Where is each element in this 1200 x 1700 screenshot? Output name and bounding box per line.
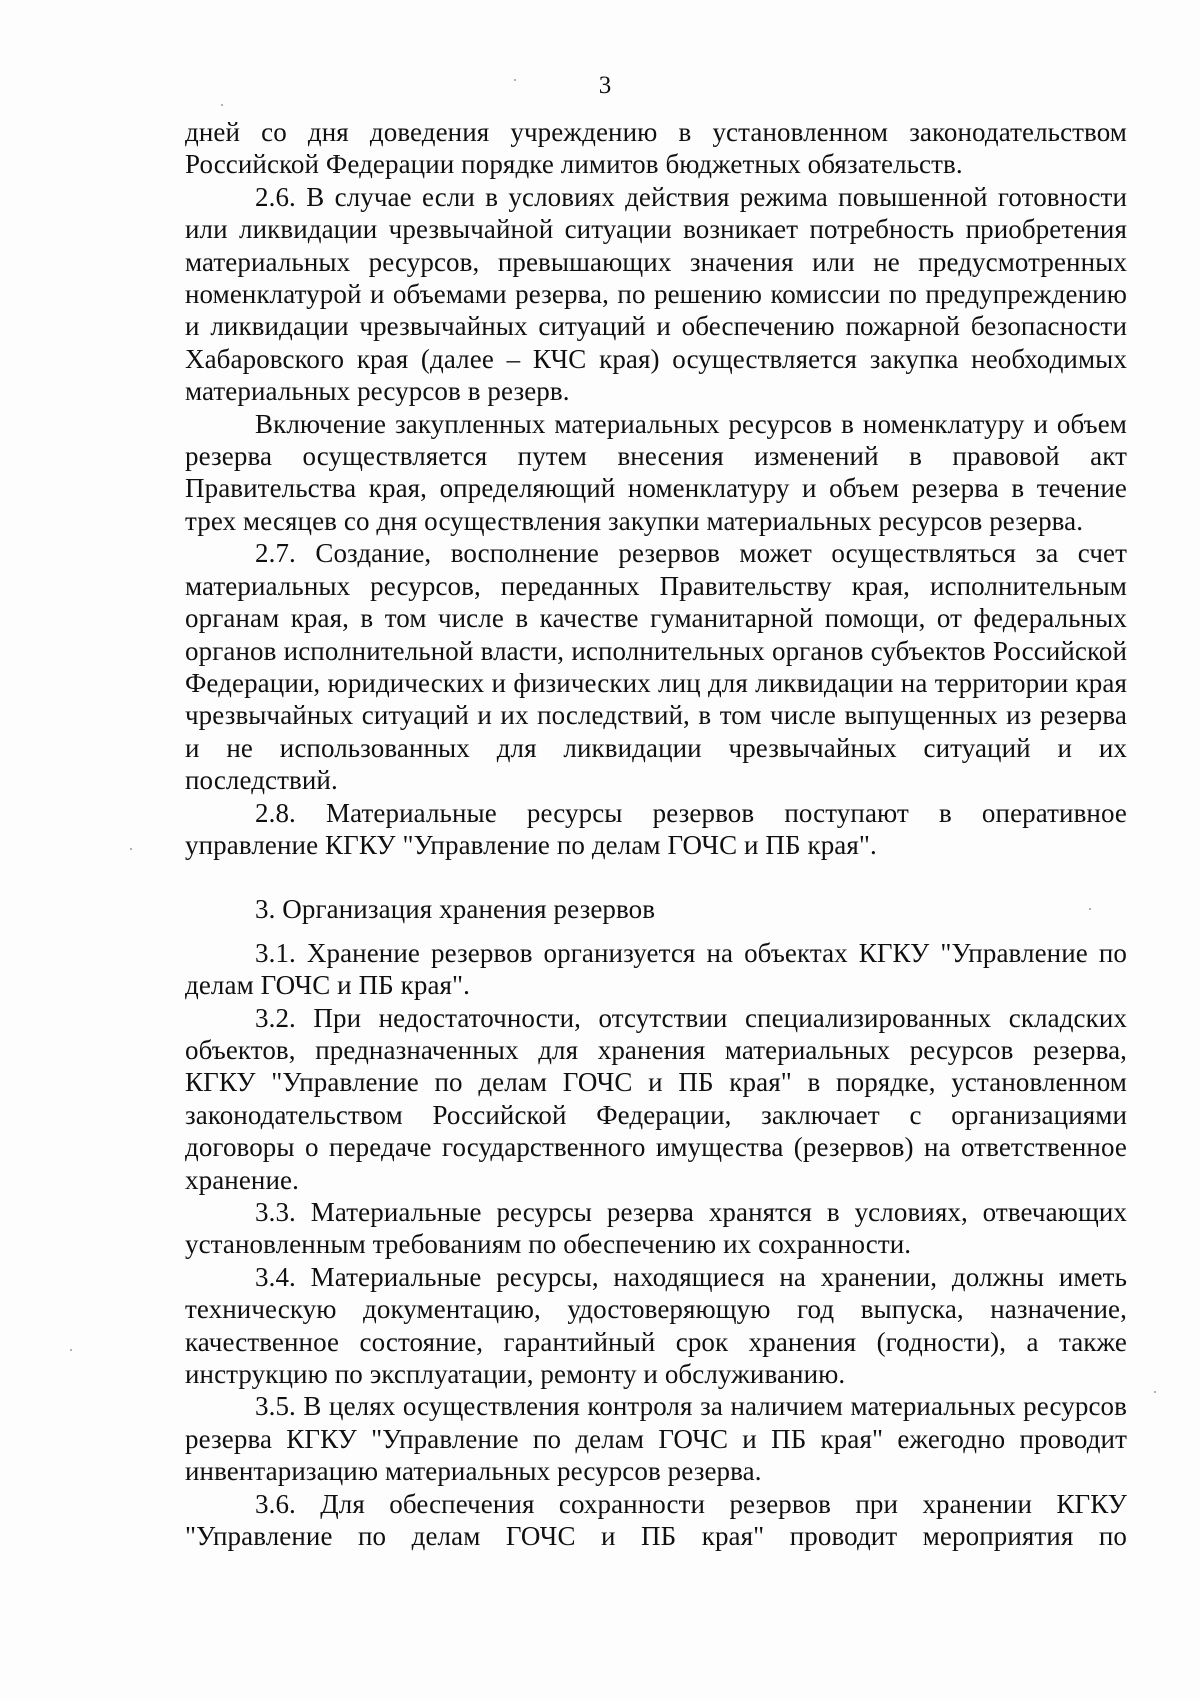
scan-speck — [221, 104, 223, 106]
scan-speck — [70, 1349, 72, 1351]
paragraph-3-3: 3.3. Материальные ресурсы резерва хранятся в условиях, отвечающих установленным требованиям по обеспечению их сохранности. — [185, 1197, 1127, 1260]
paragraph-3-2: 3.2. При недостаточности, отсутствии специализированных складских объектов, предназначенных для хранения материальных ресурсов резерва, КГКУ "Управление по делам ГОЧС и ПБ края" в порядке, установленном законодательством Российской Федерации, заключает с организациями договоры о передаче государственного имущества (резервов) на ответственное хранение. — [185, 1002, 1127, 1195]
paragraph-2-8: 2.8. Материальные ресурсы резервов поступают в оперативное управление КГКУ "Управление по делам ГОЧС и ПБ края". — [185, 797, 1127, 860]
scan-speck — [1154, 1391, 1156, 1393]
paragraph-2-6-inclusion: Включение закупленных материальных ресурсов в номенклатуру и объем резерва осуществляется путем внесения изменений в правовой акт Правительства края, определяющий номенклатуру и объем резерва в течение трех месяцев со дня осуществления закупки материальных ресурсов резерва. — [185, 408, 1127, 536]
paragraph-3-1: 3.1. Хранение резервов организуется на объектах КГКУ "Управление по делам ГОЧС и ПБ края". — [185, 937, 1127, 1001]
scan-speck — [514, 79, 516, 81]
scan-speck — [130, 848, 132, 850]
paragraph-3-6: 3.6. Для обеспечения сохранности резервов при хранении КГКУ "Управление по делам ГОЧС и ПБ края" проводит мероприятия по — [185, 1488, 1127, 1552]
section-heading: 3. Организация хранения резервов — [255, 894, 656, 925]
document-body — [185, 116, 1127, 1552]
paragraph-2-7: 2.7. Создание, восполнение резервов может осуществляться за счет материальных ресурсов, переданных Правительству края, исполнительным органам края, в том числе в качестве гуманитарной помощи, от федеральных органов исполнительной власти, исполнительных органов субъектов Российской Федерации, юридических и физических лиц для ликвидации на территории края чрезвычайных ситуаций и их последствий, в том числе выпущенных из резерва и не использованных для ликвидации чрезвычайных ситуаций и их последствий. — [185, 538, 1127, 796]
paragraph-continuation: дней со дня доведения учреждению в установленном законодательством Российской Федерации порядке лимитов бюджетных обязательств. — [185, 117, 1127, 180]
scan-speck — [1089, 908, 1091, 910]
paragraph-3-5: 3.5. В целях осуществления контроля за наличием материальных ресурсов резерва КГКУ "Управление по делам ГОЧС и ПБ края" ежегодно проводит инвентаризацию материальных ресурсов резерва. — [185, 1391, 1127, 1487]
paragraph-2-6: 2.6. В случае если в условиях действия режима повышенной готовности или ликвидации чрезвычайной ситуации возникает потребность приобретения материальных ресурсов, превышающих значения или не предусмотренных номенклатурой и объемами резерва, по решению комиссии по предупреждению и ликвидации чрезвычайных ситуаций и обеспечению пожарной безопасности Хабаровского края (далее – КЧС края) осуществляется закупка необходимых материальных ресурсов в резерв. — [185, 181, 1127, 407]
paragraph-3-4: 3.4. Материальные ресурсы, находящиеся на хранении, должны иметь техническую документацию, удостоверяющую год выпуска, назначение, качественное состояние, гарантийный срок хранения (годности), а также инструкцию по эксплуатации, ремонту и обслуживанию. — [185, 1261, 1127, 1390]
page-number: 3 — [598, 72, 612, 99]
